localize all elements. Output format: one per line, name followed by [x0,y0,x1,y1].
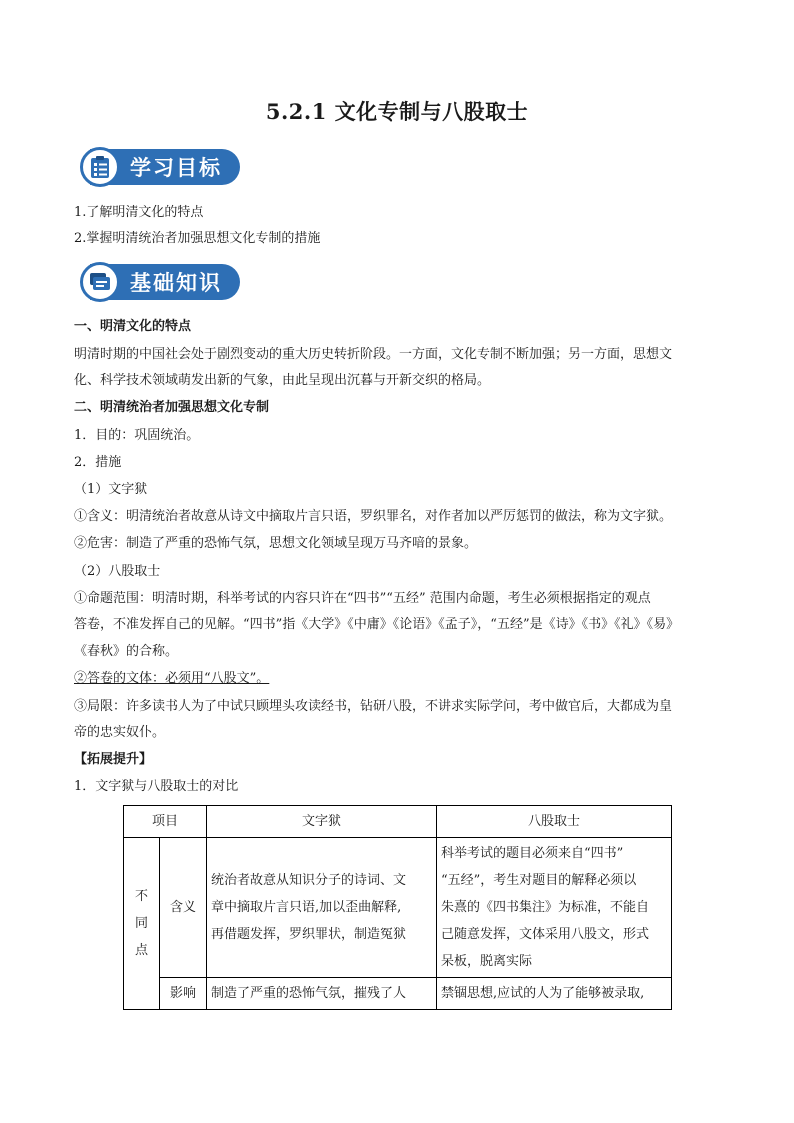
extension-heading: 【拓展提升】 [74,752,153,767]
style-line [74,669,734,689]
section-heading-1: 一、明清文化的特点 [74,319,192,334]
group-char: 同 [134,916,148,931]
header-wenziyu: 文字狱 [207,806,437,838]
cell-line: 统治者故意从知识分子的诗词、文 [211,873,407,888]
table-row [124,838,672,978]
group-char: 点 [134,943,148,958]
cell-line: 呆板，脱离实际 [441,954,533,969]
measures-line: 2．措施 [74,455,122,470]
group-label [124,838,160,1010]
cell-line: 科举考试的题目必须来自“四书” [441,846,624,861]
meaning-wenziyu: ①含义：明清统治者故意从诗文中摘取片言只语，罗织罪名，对作者加以严厉惩罚的做法，称为文字狱。 [74,509,673,524]
paragraph-line: 明清时期的中国社会处于剧烈变动的重大历史转折阶段。一方面，文化专制不断加强；另一方面，思想文 [74,347,673,362]
subheading-bagu: （2）八股取士 [74,564,161,579]
harm-wenziyu: ②危害：制造了严重的恐怖气氛，思想文化领域呈现万马齐喑的景象。 [74,536,478,551]
table-row [124,978,672,1010]
cell-line: 朱熹的《四书集注》为标准，不能自 [441,900,650,915]
cell-impact-wenziyu: 制造了严重的恐怖气氛，摧残了人 [207,978,437,1010]
subheading-wenziyu: （1）文字狱 [74,482,148,497]
scope-line: ①命题范围：明清时期，科举考试的内容只许在“四书”“五经” 范围内命题，考生必须根据指定的观点 [74,591,651,606]
banner-basic-knowledge [80,262,240,302]
limit-line: 帝的忠实奴仆。 [74,725,166,740]
header-bagu: 八股取士 [437,806,672,838]
goal-1: 1.了解明清文化的特点 [74,205,204,220]
cell-line: 再借题发挥，罗织罪状，制造冤狱 [211,927,407,942]
purpose-line: 1．目的：巩固统治。 [74,428,200,443]
cell-impact-bagu: 禁锢思想,应试的人为了能够被录取, [437,978,672,1010]
clipboard-checklist-icon [80,147,120,187]
goal-2: 2.掌握明清统治者加强思想文化专制的措施 [74,231,321,246]
cell-line: “五经”，考生对题目的解释必须以 [441,873,637,888]
style-text: ②答卷的文体：必须用“八股文”。 [74,671,270,686]
scope-line: 《春秋》的合称。 [74,644,179,659]
banner-label: 学习目标 [90,149,240,185]
cell-meaning-bagu [437,838,672,978]
header-item: 项目 [124,806,207,838]
limit-line: ③局限：许多读书人为了中试只顾埋头攻读经书，钻研八股，不讲求实际学问，考中做官后，大都成为皇 [74,699,673,714]
page-title: 5.2.1 文化专制与八股取士 [265,99,529,124]
scope-line: 答卷，不准发挥自己的见解。“四书”指《大学》《中庸》《论语》《孟子》，“五经”是《诗》《书》《礼》《易》 [74,617,680,632]
extension-item: 1．文字狱与八股取士的对比 [74,779,239,794]
table-header-row [124,806,672,838]
banner-learning-goals [80,147,240,187]
row-label-impact: 影响 [160,978,207,1010]
banner-label: 基础知识 [90,264,240,300]
cell-line: 己随意发挥，文体采用八股文，形式 [441,927,650,942]
cell-meaning-wenziyu [207,838,437,978]
paragraph-line: 化、科学技术领域萌发出新的气象，由此呈现出沉暮与开新交织的格局。 [74,373,491,388]
folder-stack-icon [80,262,120,302]
comparison-table [123,805,672,1010]
group-char: 不 [134,889,148,904]
section-heading-2: 二、明清统治者加强思想文化专制 [74,400,270,415]
cell-line: 章中摘取片言只语,加以歪曲解释, [211,900,402,915]
row-label-meaning: 含义 [160,838,207,978]
